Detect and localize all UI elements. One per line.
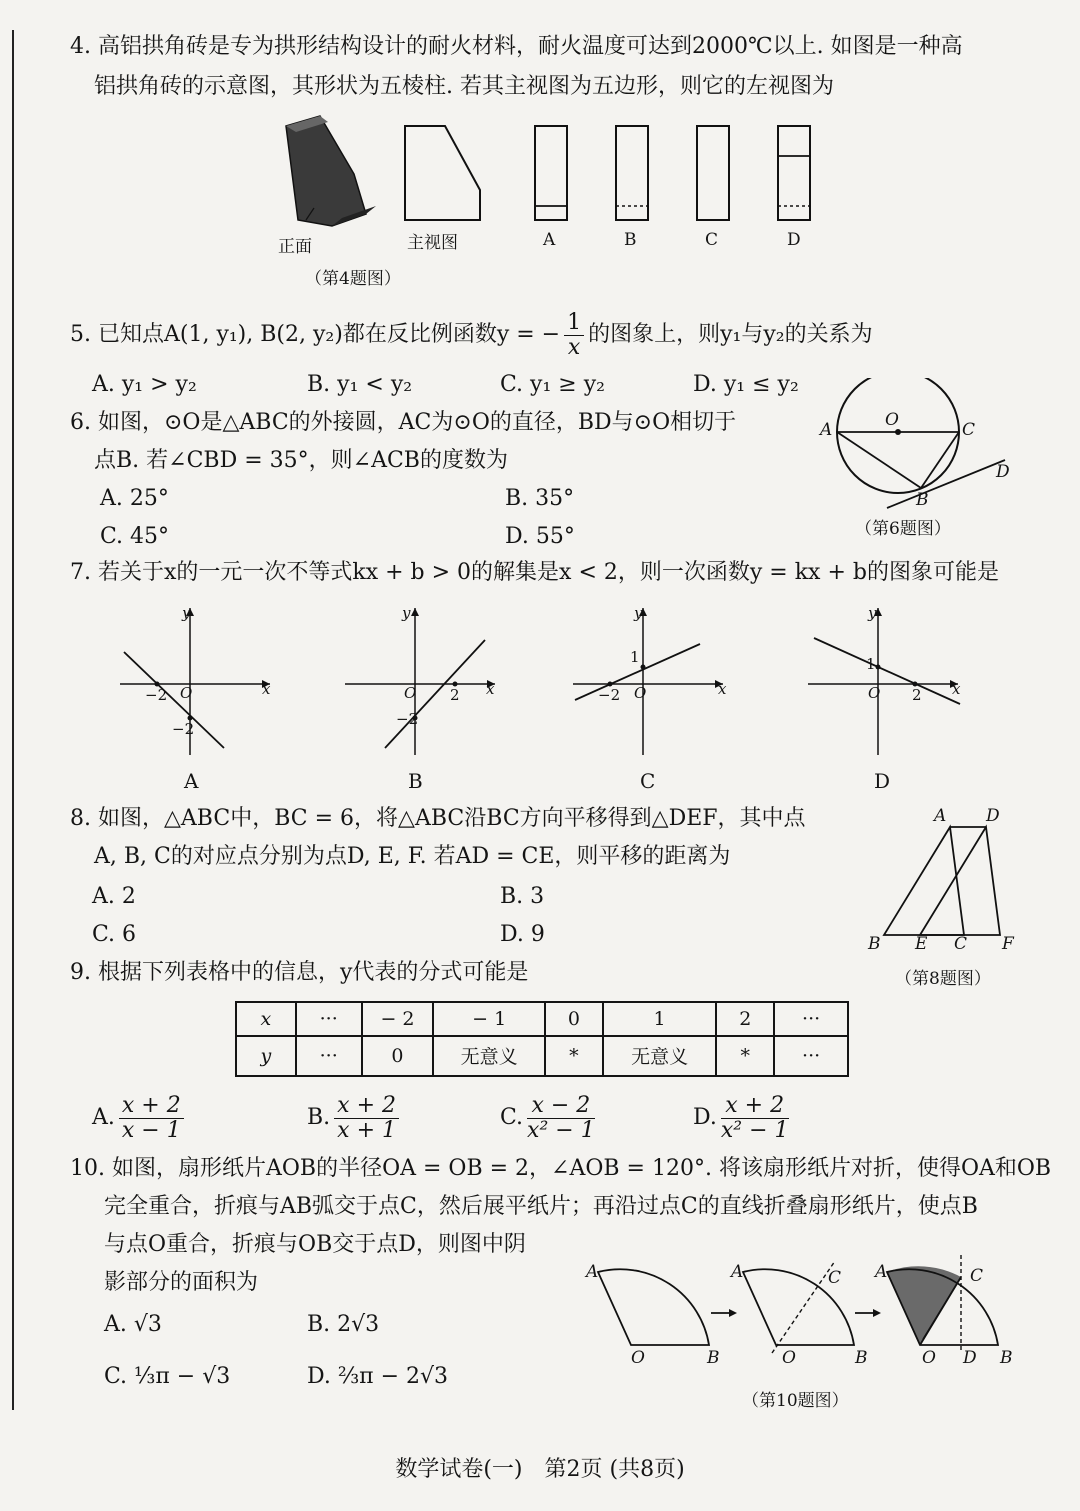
q8-point-c: C [954,934,968,954]
q6-stem-line1: 6. 如图，⊙O是△ABC的外接圆，AC为⊙O的直径，BD与⊙O相切于 [70,410,737,435]
q7a-tick-x: −2 [145,686,168,704]
table-cell: ··· [296,1002,362,1036]
table-cell: 无意义 [603,1036,717,1077]
q7a-origin: O [180,684,193,702]
q8-figure [870,815,1020,940]
q7-graph-c [565,600,735,760]
q8-option-d: D. 9 [500,922,545,947]
table-cell: * [545,1036,603,1077]
table-cell: 1 [603,1002,717,1036]
q7c-axis-y: y [634,604,643,622]
q9-option-a-den: x − 1 [121,1117,181,1143]
q9-option-b [307,1088,403,1148]
q6-point-o: O [885,410,899,430]
left-view-option-c [697,126,729,220]
q9-option-c [500,1088,599,1148]
q5-option-c: C. y₁ ≥ y₂ [500,372,605,397]
front-label: 正面 [278,237,312,257]
q7c-tick-y: 1 [630,648,640,666]
q10-option-d: D. ⅔π − 2√3 [307,1364,449,1389]
page-footer: 数学试卷(一) 第2页 (共8页) [395,1457,685,1482]
q8-option-a: A. 2 [92,884,136,909]
option-c-label: C [705,230,719,250]
q7d-axis-y: y [868,604,877,622]
q9-option-d-label: D. [693,1105,717,1130]
q10-fig3-point-a: A [875,1262,888,1282]
q4-stem-line1: 4. 高铝拱角砖是专为拱形结构设计的耐火材料，耐火温度可达到2000℃以上. 如图是一种高 [70,34,963,59]
q9-option-a-label: A. [92,1105,115,1130]
q7c-axis-x: x [718,680,727,698]
q5-option-d: D. y₁ ≤ y₂ [693,372,799,397]
q9-option-c-den: x² − 1 [527,1117,595,1143]
table-cell: ··· [774,1002,848,1036]
q8-point-b: B [868,934,881,954]
q10-fig3-point-b: B [1000,1348,1013,1368]
q6-option-d: D. 55° [505,524,575,549]
q7c-tick-x: −2 [598,686,621,704]
table-cell: * [716,1036,774,1077]
q4-stem-line2: 铝拱角砖的示意图，其形状为五棱柱. 若其主视图为五边形，则它的左视图为 [94,74,834,99]
q5-option-a: A. y₁ > y₂ [92,372,197,397]
q10-figure [585,1255,1025,1355]
q7-graph-b [340,600,510,760]
q7b-origin: O [404,684,417,702]
q6-stem-line2: 点B. 若∠CBD = 35°，则∠ACB的度数为 [94,448,508,473]
q7d-tick-x: 2 [912,686,922,704]
q9-option-a-num: x + 2 [119,1094,184,1119]
q7a-tick-y: −2 [172,720,195,738]
q7-label-d: D [874,769,891,793]
table-row-y [236,1036,848,1077]
table-cell: 无意义 [433,1036,545,1077]
q6-point-b: B [916,490,929,510]
table-row-x [236,1002,848,1036]
q10-fig3-point-c: C [970,1266,984,1286]
q4-caption: （第4题图） [305,269,401,289]
table-cell: 0 [362,1036,434,1077]
q10-fig2-point-b: B [855,1348,868,1368]
q5-option-b: B. y₁ < y₂ [307,372,413,397]
q8-stem-line2: A, B, C的对应点分别为点D, E, F. 若AD = CE，则平移的距离为 [94,844,731,869]
q7-label-a: A [184,769,199,793]
brick-3d-figure [286,116,376,226]
q10-fig3-point-d: D [963,1348,977,1368]
option-a-label: A [543,230,556,250]
q8-caption: （第8题图） [895,969,991,989]
q7c-origin: O [634,684,647,702]
main-view-pentagon [405,126,480,220]
q5-frac-num: 1 [564,311,584,336]
main-view-label: 主视图 [407,233,458,253]
q10-fig2-point-c: C [828,1268,842,1288]
table-cell: 2 [716,1002,774,1036]
q10-fig1-point-o: O [631,1348,645,1368]
q7d-origin: O [868,684,881,702]
q6-figure [815,378,1015,513]
q9-option-c-num: x − 2 [527,1094,595,1119]
q7-label-b: B [408,769,423,793]
q7-graph-a [110,600,280,760]
q9-option-d-den: x² − 1 [720,1117,789,1143]
q9-stem: 9. 根据下列表格中的信息，y代表的分式可能是 [70,960,529,985]
q5-frac-den: x [567,334,581,360]
q9-option-a [92,1088,188,1148]
q9-option-d [693,1088,793,1148]
q8-option-c: C. 6 [92,922,137,947]
table-cell: ··· [774,1036,848,1077]
q7a-axis-y: y [182,604,191,622]
q10-stem-line1: 10. 如图，扇形纸片AOB的半径OA = OB = 2，∠AOB = 120°. 将该扇形纸片对折，使得OA和OB [70,1156,1052,1181]
q9-option-b-label: B. [307,1105,331,1130]
q10-stem-line4: 影部分的面积为 [104,1270,259,1295]
q7b-axis-y: y [402,604,411,622]
option-b-label: B [624,230,637,250]
q9-option-d-num: x + 2 [721,1094,789,1119]
q9-option-c-label: C. [500,1105,524,1130]
q7-label-c: C [640,769,656,793]
q10-option-b: B. 2√3 [307,1312,380,1337]
q7d-axis-x: x [952,680,961,698]
q7d-tick-y: 1 [866,655,876,673]
q4-figures [270,110,830,250]
q10-stem-line2: 完全重合，折痕与AB弧交于点C，然后展平纸片；再沿过点C的直线折叠扇形纸片，使点B [104,1194,978,1219]
q5-stem [70,310,873,360]
q10-caption: （第10题图） [742,1391,849,1411]
q6-point-c: C [962,420,976,440]
q10-fig2-point-o: O [782,1348,796,1368]
q8-point-f: F [1002,934,1014,954]
q10-fig1-point-b: B [707,1348,720,1368]
q10-fig2-point-a: A [731,1262,744,1282]
table-cell: 0 [545,1002,603,1036]
left-view-option-b [616,126,648,220]
q6-option-c: C. 45° [100,524,170,549]
q7b-tick-y: −2 [396,710,419,728]
left-view-option-a [535,126,567,220]
q10-option-c: C. ⅓π − √3 [104,1364,231,1389]
table-cell: x [236,1002,296,1036]
table-cell: − 2 [362,1002,434,1036]
q7b-tick-x: 2 [450,686,460,704]
q5-stem-before: 5. 已知点A(1, y₁), B(2, y₂)都在反比例函数y = − [70,322,561,347]
q8-point-a: A [934,806,947,826]
q7-graph-d [800,600,970,760]
q10-fig3-point-o: O [922,1348,936,1368]
q8-stem-line1: 8. 如图，△ABC中，BC = 6，将△ABC沿BC方向平移得到△DEF，其中点 [70,806,806,831]
q9-table [235,1001,849,1077]
q8-point-e: E [915,934,928,954]
left-view-option-d [778,126,810,220]
table-cell: y [236,1036,296,1077]
q10-option-a: A. √3 [104,1312,162,1337]
q10-stem-line3: 与点O重合，折痕与OB交于点D，则图中阴 [104,1232,526,1257]
q8-option-b: B. 3 [500,884,545,909]
q9-option-b-den: x + 1 [337,1117,396,1143]
q7b-axis-x: x [486,680,495,698]
q6-option-b: B. 35° [505,486,575,511]
binding-margin-line [12,30,14,1410]
table-cell: − 1 [433,1002,545,1036]
q6-option-a: A. 25° [100,486,169,511]
q5-stem-after: 的图象上，则y₁与y₂的关系为 [588,322,873,347]
q7a-axis-x: x [262,680,271,698]
table-cell: ··· [296,1036,362,1077]
q9-option-b-num: x + 2 [334,1094,399,1119]
option-d-label: D [787,230,801,250]
q10-fig1-point-a: A [586,1262,599,1282]
q6-point-d: D [996,462,1010,482]
q5-fraction [564,311,584,360]
q7-stem: 7. 若关于x的一元一次不等式kx + b > 0的解集是x < 2，则一次函数y = kx + b的图象可能是 [70,560,999,585]
q6-point-a: A [820,420,833,440]
q8-point-d: D [986,806,1000,826]
q6-caption: （第6题图） [855,519,951,539]
